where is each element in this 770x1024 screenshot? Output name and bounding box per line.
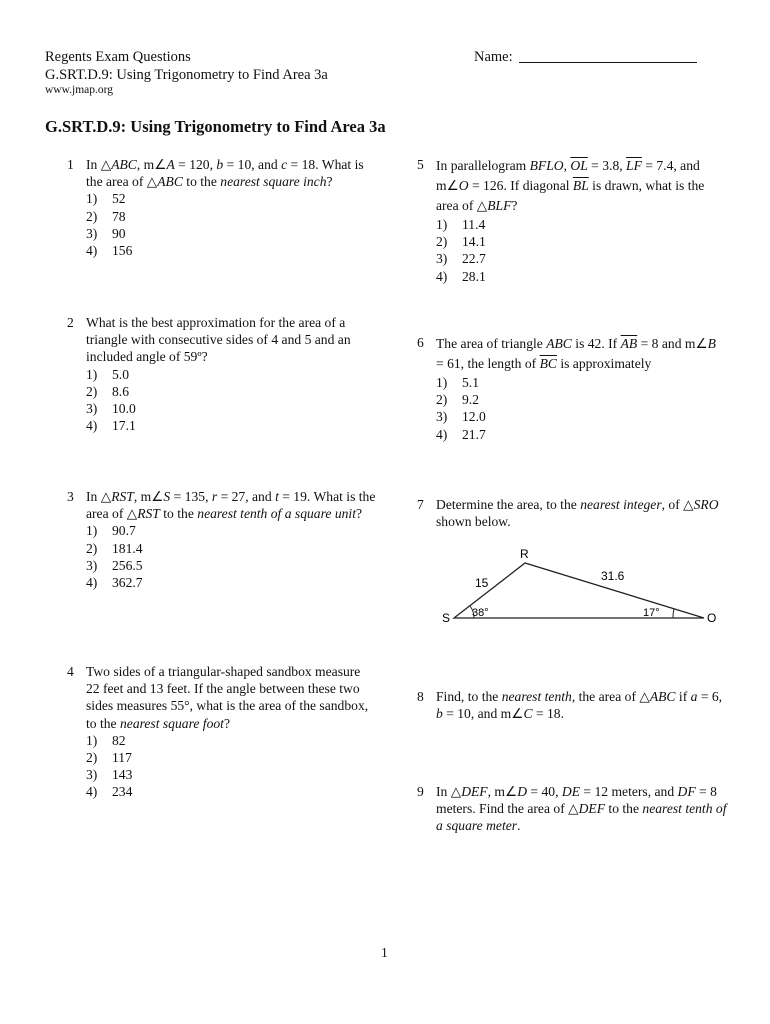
question-text: In △RST, m∠S = 135, r = 27, and t = 19. What is the area of △RST to the nearest tenth of a square unit?: [86, 489, 376, 522]
option-4: 4) 21.7: [436, 426, 486, 442]
question-number: 3: [67, 489, 74, 504]
option-1: 1) 90.7: [86, 523, 136, 539]
option-1: 1) 82: [86, 732, 126, 748]
header-website: www.jmap.org: [45, 84, 114, 96]
page-number: 1: [381, 945, 388, 960]
angle-o-arc: [673, 609, 674, 618]
name-label: Name:: [474, 49, 513, 65]
triangle-sro-figure: [436, 540, 726, 630]
option-4: 4) 156: [86, 243, 133, 259]
question-text: In △DEF, m∠D = 40, DE = 12 meters, and DF = 8 meters. Find the area of △DEF to the nearest tenth of a square meter.: [436, 784, 727, 834]
side-sr-label: 15: [475, 576, 489, 590]
question-1: [67, 156, 377, 259]
question-text: Find, to the nearest tenth, the area of △ABC if a = 6, b = 10, and m∠C = 18.: [436, 689, 723, 722]
header-topic: G.SRT.D.9: Using Trigonometry to Find Area 3a: [45, 67, 328, 83]
option-3: 3) 12.0: [436, 409, 486, 425]
name-underline: [519, 48, 697, 63]
question-4: [67, 663, 377, 801]
option-4: 4) 28.1: [436, 268, 486, 284]
question-number: 7: [417, 497, 424, 512]
header-course: Regents Exam Questions: [45, 49, 191, 65]
question-2: [67, 314, 377, 434]
question-8: [417, 688, 727, 722]
side-ro-label: 31.6: [601, 569, 625, 583]
question-text: Determine the area, to the nearest integer, of △SRO shown below.: [436, 497, 719, 530]
question-text: In parallelogram BFLO, $\overline{OL} = 3.8$, $\overline{LF} = 7.4$, and m∠O = 126. If diagonal $\overline{BL}$ is drawn, what is the area of △BLF?: [436, 158, 705, 213]
option-2: 2) 9.2: [436, 392, 479, 408]
name-field: [474, 48, 697, 66]
option-3: 3) 22.7: [436, 251, 486, 267]
question-text: The area of triangle ABC is 42. If $\overline{AB} = 8$ and m∠B = 61, the length of $\overline{BC}$ is approximately: [436, 336, 716, 371]
option-4: 4) 362.7: [86, 575, 143, 591]
option-2: 2) 181.4: [86, 540, 143, 556]
question-3: [67, 488, 377, 591]
option-3: 3) 256.5: [86, 557, 143, 573]
option-2: 2) 117: [86, 750, 132, 766]
question-number: 2: [67, 315, 74, 330]
question-number: 1: [67, 157, 74, 172]
question-9: [417, 783, 727, 835]
angle-o-label: 17°: [643, 607, 660, 619]
question-number: 6: [417, 335, 424, 350]
option-2: 2) 8.6: [86, 383, 129, 399]
page-title: G.SRT.D.9: Using Trigonometry to Find Area 3a: [45, 117, 386, 136]
question-text: Two sides of a triangular-shaped sandbox measure 22 feet and 13 feet. If the angle between these two sides measures 55°, what is the area of the sandbox, to the nearest square foot?: [86, 664, 369, 731]
question-7: [417, 496, 727, 530]
option-1: 1) 11.4: [436, 217, 486, 232]
triangle-shape: [454, 563, 704, 618]
question-text: What is the best approximation for the area of a triangle with consecutive sides of 4 and 5 and an included angle of 59º?: [86, 315, 351, 365]
question-number: 5: [417, 157, 424, 172]
option-3: 3) 10.0: [86, 401, 136, 417]
question-number: 8: [417, 689, 424, 704]
question-6: [417, 334, 727, 443]
vertex-s-label: S: [442, 611, 451, 625]
option-3: 3) 143: [86, 767, 133, 783]
option-2: 2) 78: [86, 208, 126, 224]
question-text: In △ABC, m∠A = 120, b = 10, and c = 18. What is the area of △ABC to the nearest square inch?: [86, 157, 364, 190]
option-4: 4) 234: [86, 784, 133, 800]
option-4: 4) 17.1: [86, 418, 136, 434]
vertex-r-label: R: [520, 547, 529, 561]
angle-s-label: 38°: [472, 607, 489, 619]
question-number: 9: [417, 784, 424, 799]
question-number: 4: [67, 664, 74, 679]
option-2: 2) 14.1: [436, 234, 486, 250]
question-5: [417, 156, 727, 285]
option-1: 1) 52: [86, 191, 126, 207]
option-1: 1) 5.1: [436, 375, 479, 390]
option-1: 1) 5.0: [86, 366, 129, 382]
option-3: 3) 90: [86, 225, 126, 241]
vertex-o-label: O: [707, 611, 717, 625]
